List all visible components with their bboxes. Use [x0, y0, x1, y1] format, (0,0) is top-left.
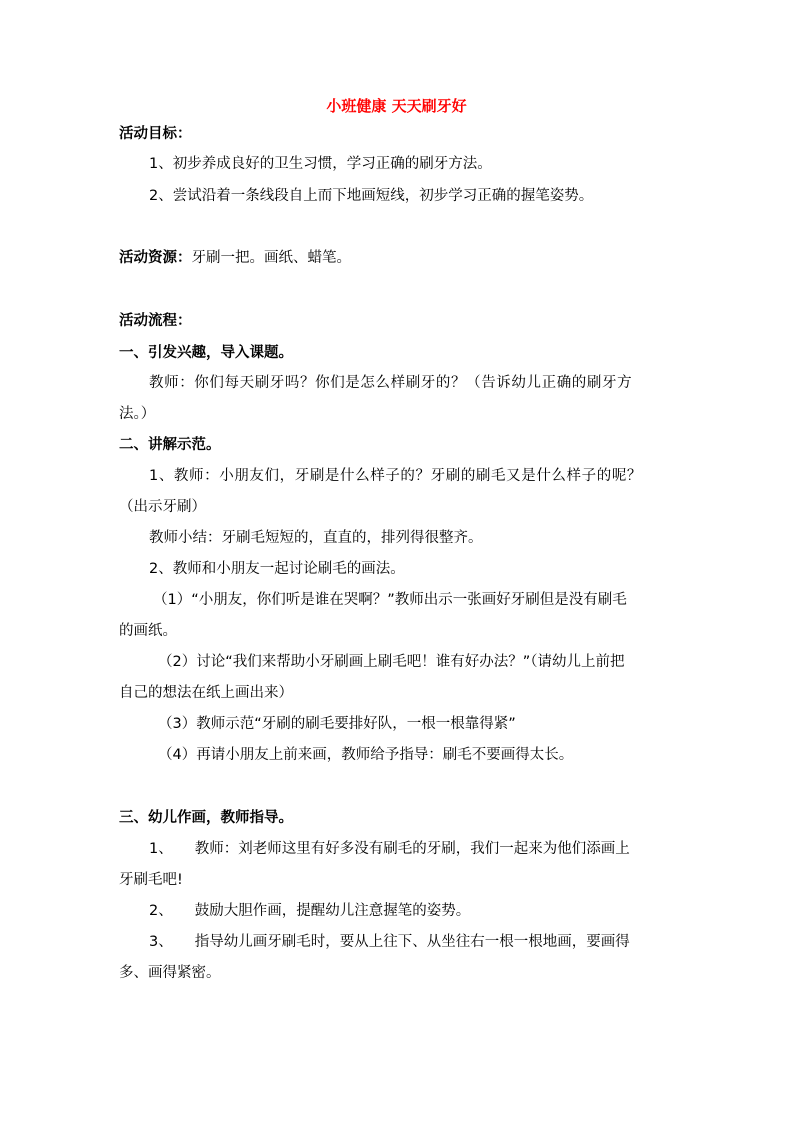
document-title: 小班健康 天天刷牙好: [326, 97, 467, 115]
section2-p2: 2、教师和小朋友一起讨论刷毛的画法。: [149, 561, 405, 577]
section3-item-1-line-1: [149, 839, 630, 859]
section2-s4: （4）再请小朋友上前来画，教师给予指导：刷毛不要画得太长。: [158, 747, 574, 763]
section3-item-3-line-2: 多、画得紧密。: [119, 965, 221, 981]
section2-s3: （3）教师示范“牙刷的刷毛要排好队，一根一根靠得紧”: [158, 716, 516, 732]
section2-p1-line-1: 1、教师：小朋友们，牙刷是什么样子的？牙刷的刷毛又是什么样子的呢？: [149, 468, 643, 484]
section2-s1-line-2: 的画纸。: [119, 623, 177, 639]
section3-item-2: [149, 901, 470, 921]
goals-heading: 活动目标：: [119, 126, 192, 142]
section3-item-2-text: 鼓励大胆作画，提醒幼儿注意握笔的姿势。: [194, 903, 471, 919]
section1-line-1: 教师：你们每天刷牙吗？你们是怎么样刷牙的？（告诉幼儿正确的刷牙方: [149, 375, 633, 391]
section2-p1-line-2: （出示牙刷）: [119, 499, 206, 515]
section2-heading: 二、讲解示范。: [119, 437, 221, 453]
goal-item-2: 2、尝试沿着一条线段自上而下地画短线，初步学习正确的握笔姿势。: [149, 188, 594, 204]
section3-heading: 三、幼儿作画，教师指导。: [119, 810, 293, 826]
process-heading: 活动流程：: [119, 313, 192, 329]
section2-s1-line-1: （1）“小朋友，你们听是谁在哭啊？”教师出示一张画好牙刷但是没有刷毛: [153, 592, 627, 608]
resources-text: 牙刷一把。画纸、蜡笔。: [191, 250, 351, 266]
section3-item-3-number: 3、: [149, 934, 173, 950]
section1-line-2: 法。）: [119, 406, 156, 422]
section3-item-1-text: 教师：刘老师这里有好多没有刷毛的牙刷，我们一起来为他们添画上: [194, 841, 630, 857]
section1-heading: 一、引发兴趣，导入课题。: [119, 345, 293, 361]
section3-item-1-line-2: 牙刷毛吧!: [119, 872, 183, 888]
section3-item-3-text: 指导幼儿画牙刷毛时，要从上往下、从坐往右一根一根地画，要画得: [194, 934, 630, 950]
section3-item-1-number: 1、: [149, 841, 173, 857]
resources-heading: 活动资源：: [119, 250, 192, 266]
section3-item-2-number: 2、: [149, 903, 173, 919]
section3-item-3-line-1: [149, 932, 630, 952]
section2-s2-line-2: 自己的想法在纸上画出来）: [119, 685, 293, 701]
section2-s2-line-1: （2）讨论“我们来帮助小牙刷画上刷毛吧！谁有好办法？”（请幼儿上前把: [158, 654, 625, 670]
resources-line: [119, 248, 351, 268]
goal-item-1: 1、初步养成良好的卫生习惯，学习正确的刷牙方法。: [149, 156, 492, 172]
section2-summary: 教师小结：牙刷毛短短的，直直的，排列得很整齐。: [149, 530, 483, 546]
